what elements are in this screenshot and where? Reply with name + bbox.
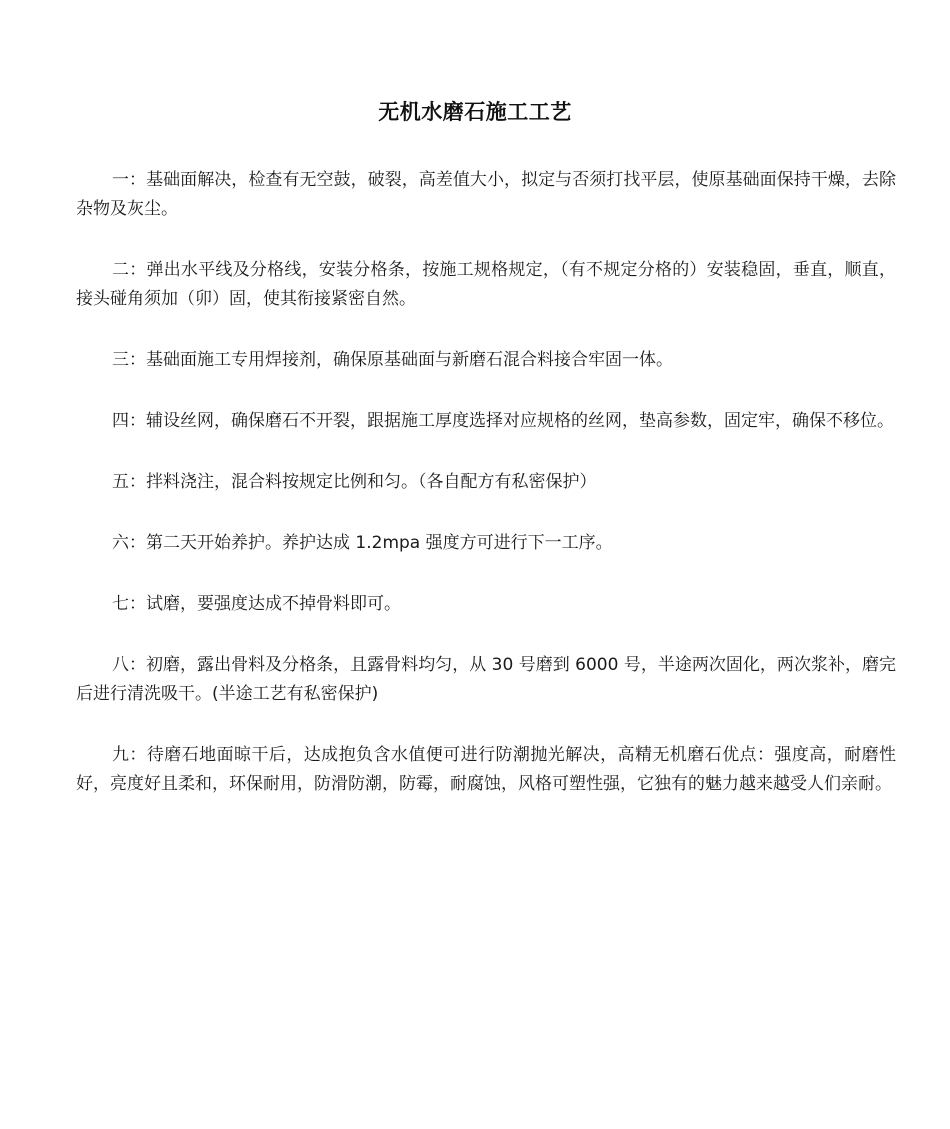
paragraph-step-9: 九：待磨石地面晾干后，达成抱负含水值便可进行防潮抛光解决，高精无机磨石优点：强度高，耐磨性好，亮度好且柔和，环保耐用，防滑防潮，防霉，耐腐蚀，风格可塑性强，它独有的魅力越来越受人们亲耐。 (76, 745, 896, 794)
document-body (76, 166, 896, 831)
paragraph-step-6: 六：第二天开始养护。养护达成 1.2mpa 强度方可进行下一工序。 (112, 533, 613, 553)
paragraph-step-3: 三：基础面施工专用焊接剂，确保原基础面与新磨石混合料接合牢固一体。 (112, 350, 673, 370)
paragraph-step-4: 四：辅设丝网，确保磨石不开裂，跟据施工厚度选择对应规格的丝网，垫高参数，固定牢，确保不移位。 (112, 411, 894, 431)
paragraph-step-5: 五：拌料浇注，混合料按规定比例和匀。（各自配方有私密保护） (112, 472, 597, 492)
paragraph-step-7: 七：试磨，要强度达成不掉骨料即可。 (112, 594, 401, 614)
document-title: 无机水磨石施工工艺 (378, 100, 572, 124)
paragraph-step-1: 一：基础面解决，检查有无空鼓，破裂，高差值大小，拟定与否须打找平层，使原基础面保持干燥，去除杂物及灰尘。 (76, 170, 896, 219)
paragraph-step-8: 八：初磨，露出骨料及分格条，且露骨料均匀，从 30 号磨到 6000 号，半途两次固化，两次浆补，磨完后进行清洗吸干。(半途工艺有私密保护) (76, 655, 896, 704)
paragraph-step-2: 二：弹出水平线及分格线，安装分格条，按施工规格规定，（有不规定分格的）安装稳固，垂直，顺直，接头碰角须加（卯）固，使其衔接紧密自然。 (76, 260, 896, 309)
